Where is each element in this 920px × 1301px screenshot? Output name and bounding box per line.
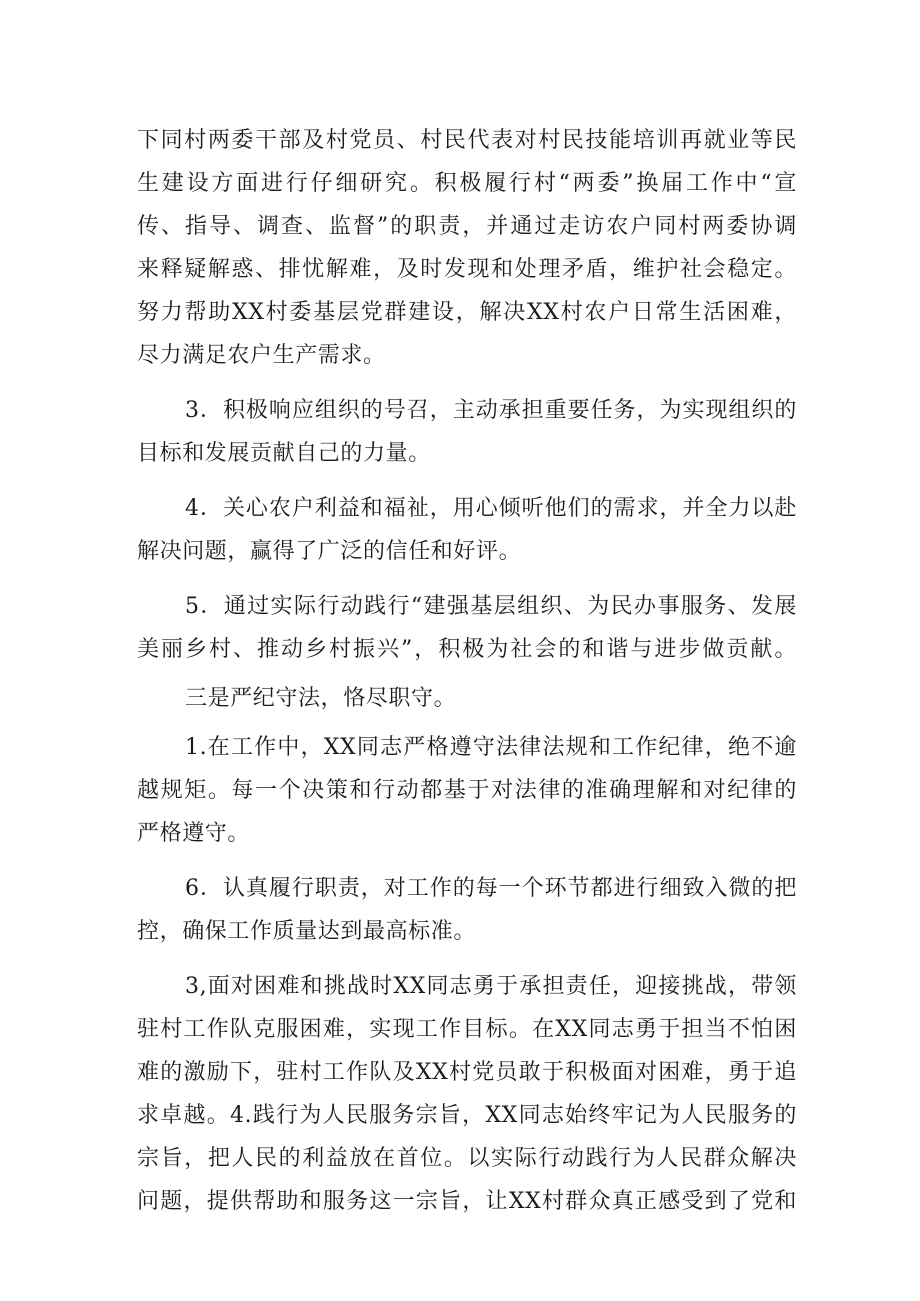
text-line: 努力帮助XX村委基层党群建设，解决XX村农户日常生活困难， xyxy=(137,300,797,325)
text-line: 6．认真履行职责，对工作的每一个环节都进行细致入微的把 xyxy=(185,876,797,901)
text-line: 5．通过实际行动践行“建强基层组织、为民办事服务、发展 xyxy=(185,594,797,619)
text-line: 越规矩。每一个决策和行动都基于对法律的准确理解和对纪律的 xyxy=(137,778,797,803)
text-line: 4．关心农户利益和福祉，用心倾听他们的需求，并全力以赴 xyxy=(185,496,797,521)
text-line: 传、指导、调查、监督”的职责，并通过走访农户同村两委协调 xyxy=(137,214,797,239)
paragraph xyxy=(137,119,797,377)
text-line: 来释疑解惑、排忧解难，及时发现和处理矛盾，维护社会稳定。 xyxy=(137,257,797,282)
text-line: 求卓越。4.践行为人民服务宗旨，XX同志始终牢记为人民服务的 xyxy=(137,1103,797,1128)
paragraph xyxy=(137,389,797,475)
paragraph xyxy=(137,726,797,855)
text-line: 问题，提供帮助和服务这一宗旨，让XX村群众真正感受到了党和 xyxy=(137,1189,797,1214)
text-line: 1.在工作中，XX同志严格遵守法律法规和工作纪律，绝不逾 xyxy=(185,735,797,760)
text-line: 下同村两委干部及村党员、村民代表对村民技能培训再就业等民 xyxy=(137,128,797,153)
text-line: 宗旨，把人民的利益放在首位。以实际行动践行为人民群众解决 xyxy=(137,1146,797,1171)
text-line: 3,面对困难和挑战时XX同志勇于承担责任，迎接挑战，带领 xyxy=(185,974,797,999)
text-line: 生建设方面进行仔细研究。积极履行村“两委”换届工作中“宣 xyxy=(137,171,797,196)
paragraph xyxy=(137,585,797,671)
text-line: 尽力满足农户生产需求。 xyxy=(137,343,386,368)
text-line: 难的激励下，驻村工作队及XX村党员敢于积极面对困难，勇于追 xyxy=(137,1060,797,1085)
text-line: 美丽乡村、推动乡村振兴”，积极为社会的和谐与进步做贡献。 xyxy=(137,637,797,662)
text-line: 解决问题，赢得了广泛的信任和好评。 xyxy=(137,539,522,564)
text-line: 3．积极响应组织的号召，主动承担重要任务，为实现组织的 xyxy=(185,398,797,423)
text-line: 严格遵守。 xyxy=(137,821,251,846)
section-heading xyxy=(137,677,797,720)
paragraph xyxy=(137,487,797,573)
paragraph xyxy=(137,965,797,1223)
text-line: 三是严纪守法，恪尽职守。 xyxy=(185,686,457,711)
text-line: 目标和发展贡献自己的力量。 xyxy=(137,441,431,466)
paragraph xyxy=(137,867,797,953)
document-body xyxy=(137,119,797,1223)
text-line: 控，确保工作质量达到最高标准。 xyxy=(137,919,477,944)
text-line: 驻村工作队克服困难，实现工作目标。在XX同志勇于担当不怕困 xyxy=(137,1017,797,1042)
